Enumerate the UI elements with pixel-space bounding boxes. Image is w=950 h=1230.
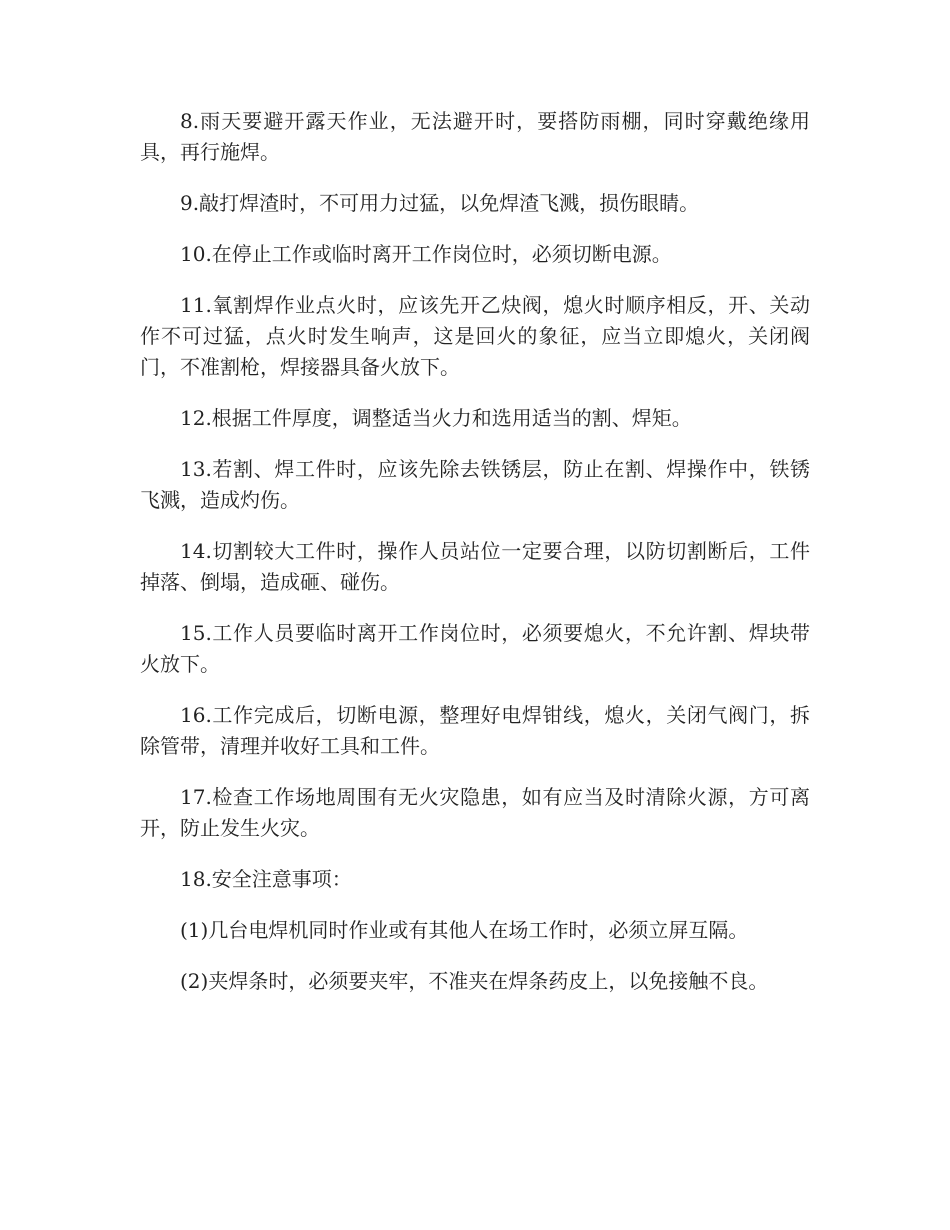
paragraph-item-8: 8.雨天要避开露天作业，无法避开时，要搭防雨棚，同时穿戴绝缘用具，再行施焊。 — [140, 109, 810, 164]
paragraph-item-16: 16.工作完成后，切断电源，整理好电焊钳线，熄火，关闭气阀门，拆除管带，清理并收好工具和工件。 — [140, 703, 810, 758]
paragraph-item-9: 9.敲打焊渣时，不可用力过猛，以免焊渣飞溅，损伤眼睛。 — [180, 191, 700, 215]
paragraph-item-18: 18.安全注意事项： — [180, 867, 352, 891]
paragraph-item-13: 13.若割、焊工件时，应该先除去铁锈层，防止在割、焊操作中，铁锈飞溅，造成灼伤。 — [140, 457, 810, 512]
paragraph-subitem-1: (1)几台电焊机同时作业或有其他人在场工作时，必须立屏互隔。 — [180, 918, 749, 942]
paragraph-item-14: 14.切割较大工件时，操作人员站位一定要合理，以防切割断后，工件掉落、倒塌，造成砸、碰伤。 — [140, 539, 810, 594]
paragraph-item-11: 11.氧割焊作业点火时，应该先开乙炔阀，熄火时顺序相反，开、关动作不可过猛，点火时发生响声，这是回火的象征，应当立即熄火，关闭阀门，不准割枪，焊接器具备火放下。 — [140, 293, 810, 379]
paragraph-item-17: 17.检查工作场地周围有无火灾隐患，如有应当及时清除火源，方可离开，防止发生火灾。 — [140, 785, 810, 840]
paragraph-item-15: 15.工作人员要临时离开工作岗位时，必须要熄火，不允许割、焊块带火放下。 — [140, 621, 810, 676]
paragraph-subitem-2: (2)夹焊条时，必须要夹牢，不准夹在焊条药皮上，以免接触不良。 — [180, 969, 769, 993]
paragraph-item-10: 10.在停止工作或临时离开工作岗位时，必须切断电源。 — [180, 242, 672, 266]
document-body — [140, 106, 810, 1017]
paragraph-item-12: 12.根据工件厚度，调整适当火力和选用适当的割、焊矩。 — [180, 406, 692, 430]
